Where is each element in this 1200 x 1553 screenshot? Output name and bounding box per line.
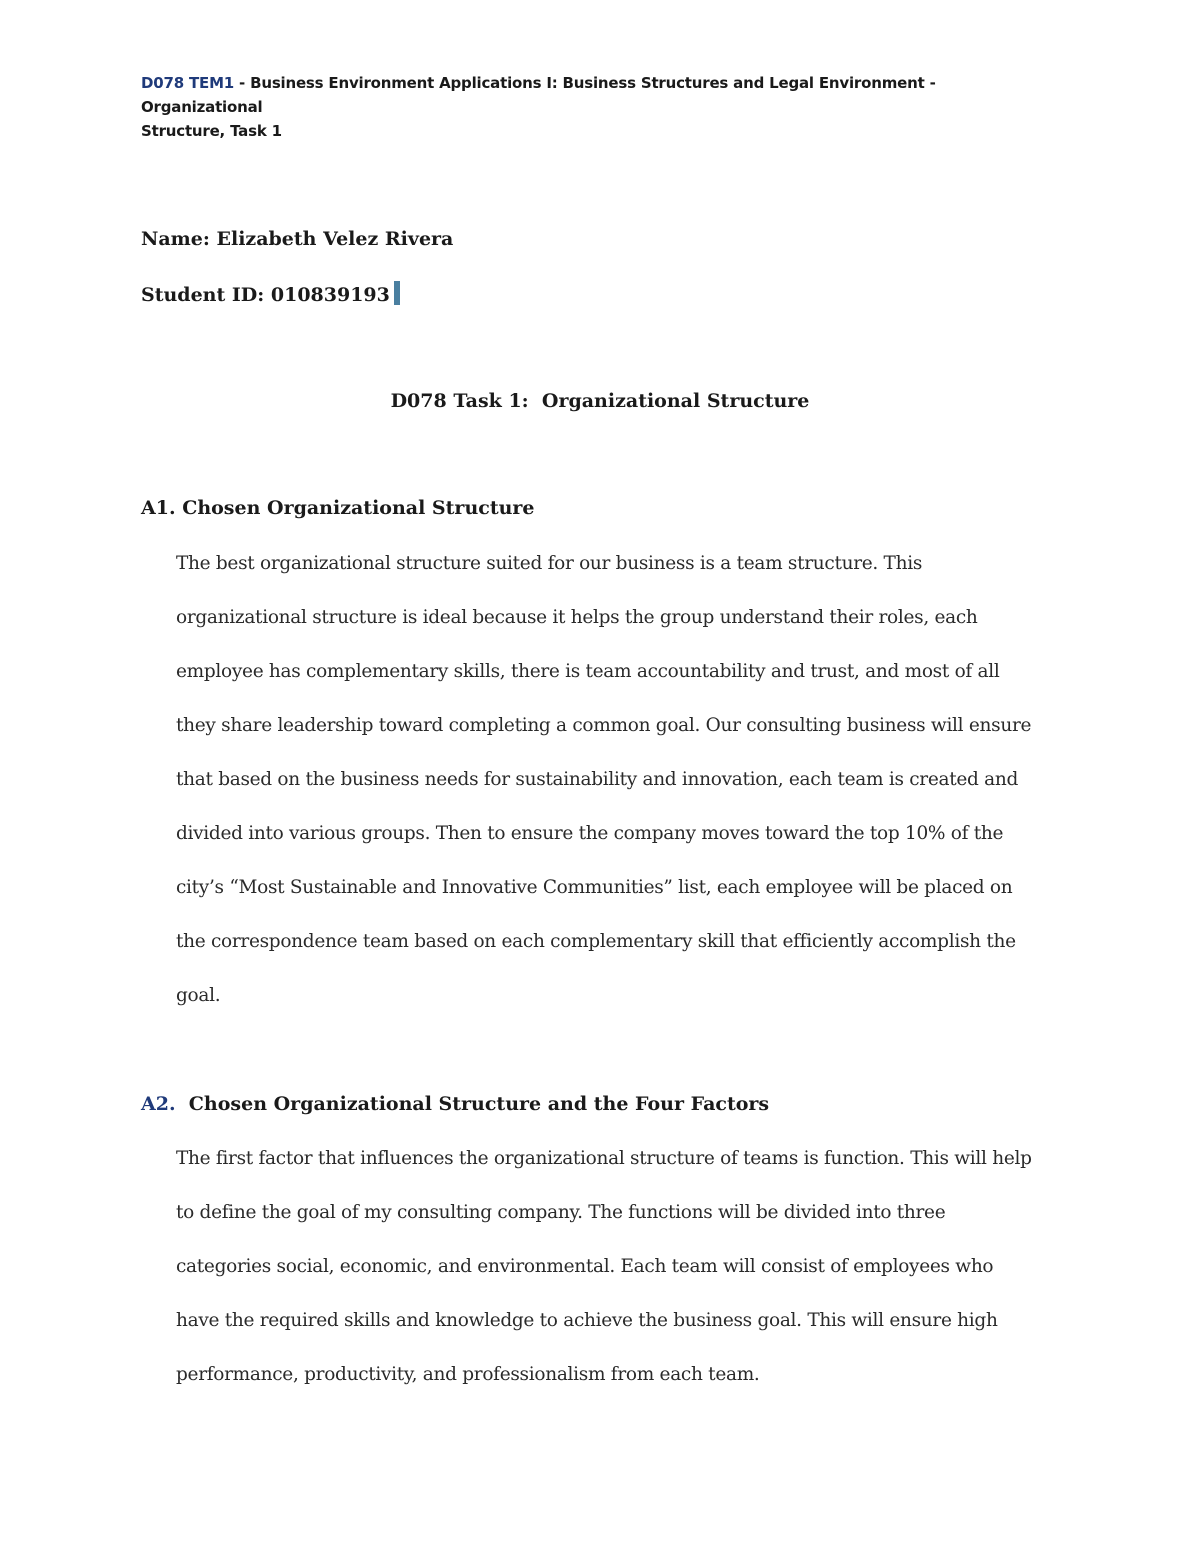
section-number: A2. <box>141 1093 176 1115</box>
paragraph-line: The first factor that influences the organizational structure of teams is function. This will help <box>176 1148 1032 1169</box>
section-a2-paragraph <box>176 1132 1066 1402</box>
course-code: D078 TEM1 <box>141 74 235 92</box>
section-title: Chosen Organizational Structure and the Four Factors <box>175 1093 770 1115</box>
student-name: Name: Elizabeth Velez Rivera <box>141 228 454 250</box>
paragraph-line: the correspondence team based on each complementary skill that efficiently accomplish the <box>176 931 1016 952</box>
section-title: Chosen Organizational Structure <box>175 497 535 519</box>
paragraph-line: goal. <box>176 985 221 1006</box>
section-a1-paragraph <box>176 537 1066 1023</box>
document-title: D078 Task 1: Organizational Structure <box>390 390 810 412</box>
paragraph-line: that based on the business needs for sustainability and innovation, each team is created and <box>176 769 1019 790</box>
paragraph-line: they share leadership toward completing a common goal. Our consulting business will ensure <box>176 715 1032 736</box>
paragraph-line: have the required skills and knowledge to achieve the business goal. This will ensure high <box>176 1310 998 1331</box>
paragraph-line: divided into various groups. Then to ensure the company moves toward the top 10% of the <box>176 823 1004 844</box>
section-heading-a2 <box>141 1093 769 1115</box>
paragraph-line: city’s “Most Sustainable and Innovative Communities” list, each employee will be placed on <box>176 877 1013 898</box>
text-cursor-marker <box>394 281 400 305</box>
paragraph-line: employee has complementary skills, there is team accountability and trust, and most of all <box>176 661 1000 682</box>
student-id: Student ID: 010839193 <box>141 281 400 306</box>
paragraph-line: The best organizational structure suited for our business is a team structure. This <box>176 553 923 574</box>
paragraph-line: to define the goal of my consulting company. The functions will be divided into three <box>176 1202 946 1223</box>
course-title-line1: - Business Environment Applications I: Business Structures and Legal Environment - Organizational <box>141 74 936 116</box>
paragraph-line: categories social, economic, and environmental. Each team will consist of employees who <box>176 1256 994 1277</box>
course-header <box>141 71 1041 143</box>
section-number: A1. <box>141 497 176 519</box>
course-title-line2: Structure, Task 1 <box>141 122 282 140</box>
paragraph-line: performance, productivity, and professionalism from each team. <box>176 1364 760 1385</box>
section-heading-a1 <box>141 497 535 519</box>
paragraph-line: organizational structure is ideal because it helps the group understand their roles, each <box>176 607 978 628</box>
